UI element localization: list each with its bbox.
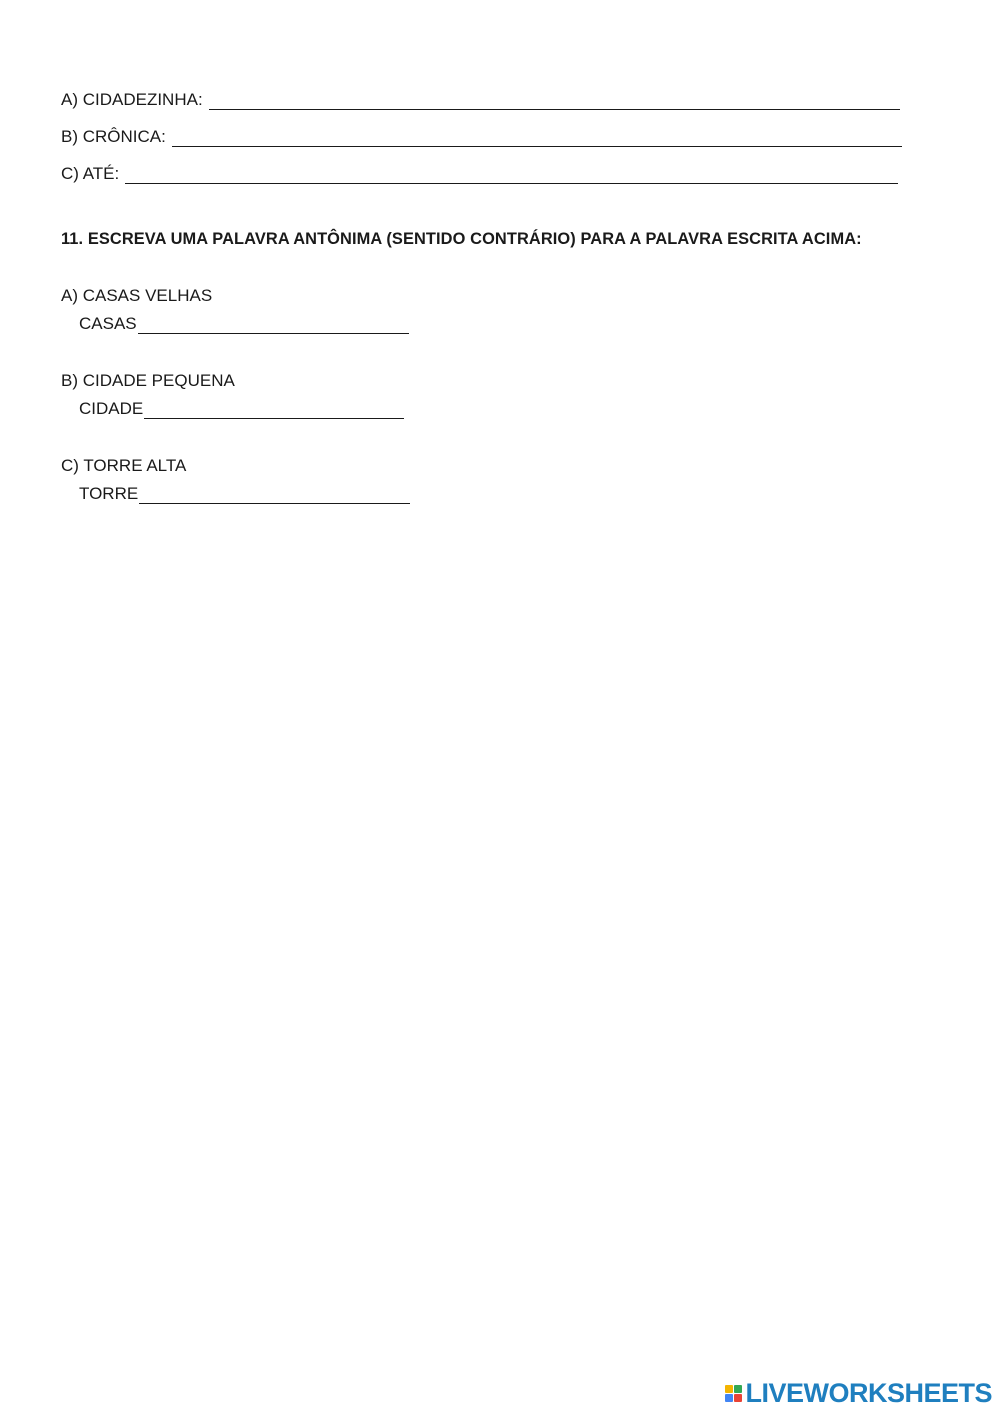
q11-item-c-label [61, 456, 186, 476]
liveworksheets-logo-icon [725, 1385, 742, 1402]
q11-item-b-answer [79, 399, 404, 419]
answer-blank[interactable] [125, 167, 898, 184]
q11-item-a-label [61, 286, 212, 306]
q11-item-b-label [61, 371, 235, 391]
q11-item-a-answer [79, 314, 409, 334]
item-c-ate [61, 164, 898, 184]
logo-square [734, 1394, 742, 1402]
answer-blank[interactable] [144, 402, 404, 419]
liveworksheets-logo[interactable] [725, 1378, 992, 1408]
answer-blank[interactable] [172, 130, 902, 147]
item-label: B) CIDADE PEQUENA [61, 371, 235, 390]
answer-prefix: TORRE [79, 484, 139, 503]
answer-blank[interactable] [138, 317, 409, 334]
item-b-cronica [61, 127, 902, 147]
answer-prefix: CIDADE [79, 399, 144, 418]
item-label: A) CIDADEZINHA: [61, 90, 203, 109]
question-11-heading: 11. ESCREVA UMA PALAVRA ANTÔNIMA (SENTIDO CONTRÁRIO) PARA A PALAVRA ESCRITA ACIMA: [61, 230, 862, 248]
answer-prefix: CASAS [79, 314, 137, 333]
answer-blank[interactable] [209, 93, 900, 110]
q11-item-c-answer [79, 484, 410, 504]
item-label: A) CASAS VELHAS [61, 286, 213, 305]
item-label: B) CRÔNICA: [61, 127, 166, 146]
item-a-cidadezinha [61, 90, 900, 110]
logo-text: LIVEWORKSHEETS [745, 1378, 992, 1408]
logo-square [725, 1394, 733, 1402]
logo-square [725, 1385, 733, 1393]
item-label: C) TORRE ALTA [61, 456, 187, 475]
answer-blank[interactable] [139, 487, 410, 504]
item-label: C) ATÉ: [61, 164, 120, 183]
logo-square [734, 1385, 742, 1393]
